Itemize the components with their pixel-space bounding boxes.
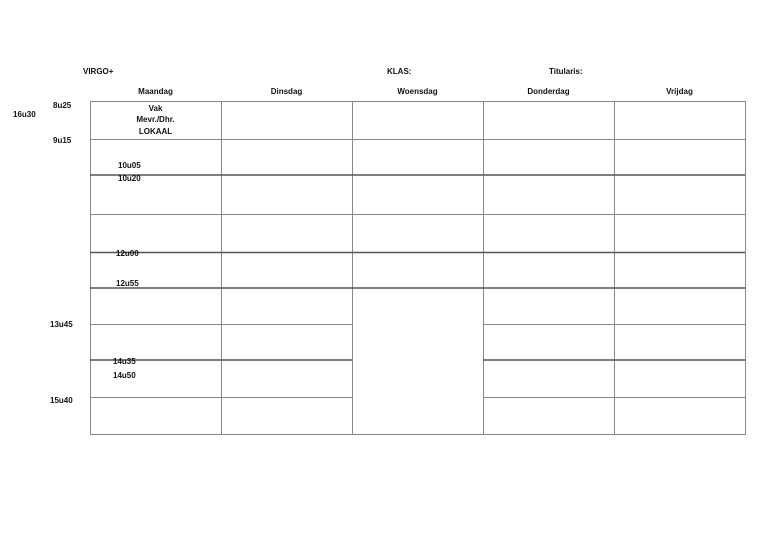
time-label: 10u05 [118, 161, 141, 170]
time-label: 12u00 [116, 249, 139, 258]
time-label: 10u20 [118, 174, 141, 183]
time-label: 15u40 [50, 396, 73, 405]
cell-room-label: LOKAAL [138, 127, 173, 136]
brand-title: VIRGO+ [83, 67, 114, 76]
day-header-donderdag: Donderdag [527, 87, 570, 96]
titularis-label: Titularis: [549, 67, 583, 76]
cell-teacher-label: Mevr./Dhr. [136, 115, 175, 124]
time-label: 13u45 [50, 320, 73, 329]
day-header-vrijdag: Vrijdag [666, 87, 693, 96]
time-label: 14u35 [113, 357, 136, 366]
cell-vak-label: Vak [148, 104, 163, 113]
klas-label: KLAS: [387, 67, 412, 76]
time-label: 12u55 [116, 279, 139, 288]
day-header-woensdag: Woensdag [397, 87, 438, 96]
grid-frame [91, 102, 746, 435]
time-label: 9u15 [53, 136, 72, 145]
time-label: 16u30 [13, 110, 36, 119]
day-header-dinsdag: Dinsdag [270, 87, 303, 96]
time-label: 8u25 [53, 101, 72, 110]
time-label: 14u50 [113, 371, 136, 380]
day-header-maandag: Maandag [138, 87, 173, 96]
